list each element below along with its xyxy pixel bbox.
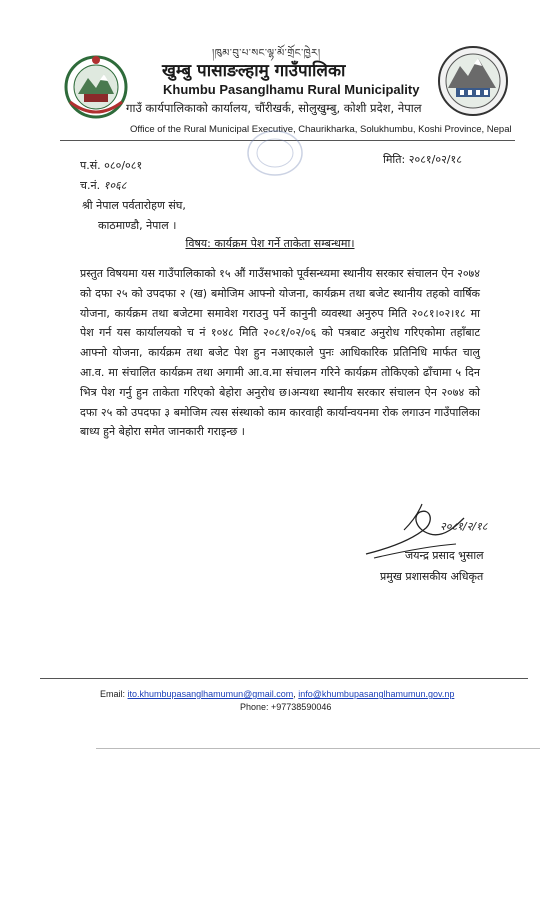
- dispatch-number: [80, 178, 126, 193]
- letter-body: प्रस्तुत विषयमा यस गाउँपालिकाको १५ औं गाउँसभाको पूर्वसन्ध्यमा स्थानीय सरकार संचालन ऐन २०७४ को दफा २५ को उपदफा २ (ख) बमोजिम आफ्नो योजना, कार्यक्रम तथा बजेट स्थानीय तहको वार्षिक योजना, कार्यक्रम तथा बजेटमा समावेश गराउनु पर्ने कानुनी व्यवस्था अनुरुप मिति २०८१।०२।१८ मा पेश गर्न यस कार्यालयको च नं १०४८ मिति २०८१/०२/०६ को पत्रबाट अनुरोध गरिएकोमा तहाँबाट आफ्नो योजना, कार्यक्रम तथा बजेट पेश हुन नआएकाले पुनः आधिकारिक प्रतिनिधि मार्फत चालु आ.व. मा संचालित कार्यक्रम तथा अगामी आ.व.मा संचालन गरिने कार्यक्रम तोकिएको ढाँचामा ५ दिन भित्र पेश गर्नु हुन ताकेता गरिएको बेहोरा अनुरोध छ।अन्यथा स्थानीय सरकार संचालन ऐन २०७४ को दफा २५ को उपदफा ३ बमोजिम त्यस संस्थाको काम कारवाही कार्यान्वयनमा रोक लगाउन गाउँपालिका बाध्य हुने बेहोरा समेत जानकारी गराइन्छ ।: [80, 267, 480, 439]
- date-value: २०८१/०२/१८: [408, 153, 462, 166]
- office-stamp-watermark: [245, 128, 305, 178]
- email-label: Email:: [100, 689, 126, 699]
- letter-date: [383, 152, 462, 167]
- nepal-emblem-logo: [60, 50, 132, 124]
- tibetan-script-line: །ཁུམ་བུ་པ་སང་ལྷ་མོ་གྲོང་ཁྱེར།: [212, 48, 321, 59]
- office-address-english: Office of the Rural Municipal Executive, Chaurikharka, Solukhumbu, Koshi Province, Nepal: [130, 124, 512, 135]
- recipient-name: श्री नेपाल पर्वतारोहण संघ,: [82, 199, 186, 212]
- recipient-address: काठमाण्डौ, नेपाल ।: [98, 219, 177, 232]
- signatory-title: प्रमुख प्रशासकीय अधिकृत: [380, 570, 484, 583]
- footer-bottom-rule: [96, 748, 540, 749]
- dispatch-value: १०६८: [103, 179, 127, 192]
- email-link-official[interactable]: info@khumbupasanglhamumun.gov.np: [298, 689, 455, 699]
- date-label: मिति:: [383, 153, 406, 166]
- email-link-gmail[interactable]: ito.khumbupasanglhamumun@gmail.com: [127, 689, 294, 699]
- footer-divider: [40, 678, 528, 679]
- municipality-title-english: Khumbu Pasanglhamu Rural Municipality: [163, 82, 420, 97]
- footer-phone: Phone: +97738590046: [240, 702, 332, 712]
- signatory-name: जयन्द्र प्रसाद भुसाल: [405, 549, 484, 562]
- email-separator: ,: [293, 689, 296, 699]
- footer-email-line: [100, 689, 454, 699]
- office-address-nepali: गाउँ कार्यपालिकाको कार्यालय, चौंरीखर्क, सोलुखुम्बु, कोशी प्रदेश, नेपाल: [126, 101, 422, 115]
- letter-subject: विषय: कार्यक्रम पेश गर्ने ताकेता सम्बन्धमा।: [185, 237, 355, 250]
- letter-reference-number: प.सं. ०८०/०८१: [80, 159, 143, 172]
- dispatch-label: च.नं.: [80, 179, 101, 192]
- municipality-logo: [436, 44, 510, 118]
- municipality-title-nepali: खुम्बु पासाङल्हामु गाउँपालिका: [162, 61, 346, 81]
- signature-date: २०८१/२/१८: [440, 520, 488, 533]
